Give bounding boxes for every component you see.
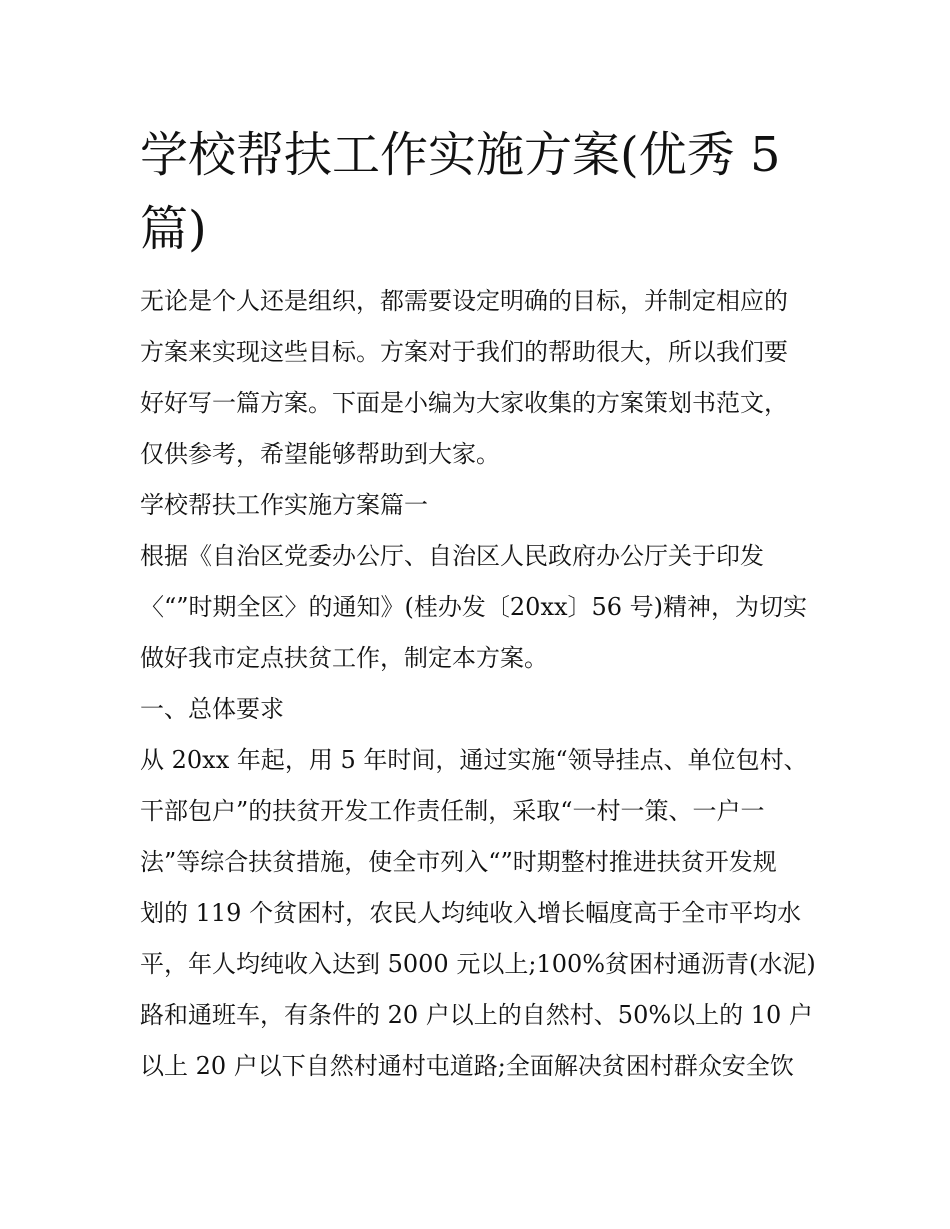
document-title-line-1: 学校帮扶工作实施方案(优秀 5 [140,127,781,183]
paragraph-line: 路和通班车，有条件的 20 户以上的自然村、50%以上的 10 户 [140,1001,813,1029]
paragraph-line: 好好写一篇方案。下面是小编为大家收集的方案策划书范文， [140,389,788,417]
document-title-line-2: 篇) [140,201,207,257]
document-title [140,118,820,266]
paragraph-line: 无论是个人还是组织，都需要设定明确的目标，并制定相应的 [140,287,788,315]
document-body [140,276,820,1092]
paragraph-line: 方案来实现这些目标。方案对于我们的帮助很大，所以我们要 [140,338,788,366]
section-heading: 学校帮扶工作实施方案篇一 [140,491,428,519]
paragraph-line: 平，年人均纯收入达到 5000 元以上;100%贫困村通沥青(水泥) [140,950,816,978]
subsection-heading: 一、总体要求 [140,695,284,723]
paragraph-line: 以上 20 户以下自然村通村屯道路;全面解决贫困村群众安全饮 [140,1052,794,1080]
paragraph-line: 从 20xx 年起，用 5 年时间，通过实施“领导挂点、单位包村、 [140,746,808,774]
paragraph-line: 法”等综合扶贫措施，使全市列入“”时期整村推进扶贫开发规 [140,848,777,876]
paragraph-line: 仅供参考，希望能够帮助到大家。 [140,440,500,468]
paragraph-line: 根据《自治区党委办公厅、自治区人民政府办公厅关于印发 [140,542,764,570]
paragraph-line: 做好我市定点扶贫工作，制定本方案。 [140,644,548,672]
paragraph-line: 〈“”时期全区〉的通知》(桂办发〔20xx〕56 号)精神，为切实 [140,593,808,621]
paragraph-line: 划的 119 个贫困村，农民人均纯收入增长幅度高于全市平均水 [140,899,802,927]
paragraph-line: 干部包户”的扶贫开发工作责任制，采取“一村一策、一户一 [140,797,765,825]
